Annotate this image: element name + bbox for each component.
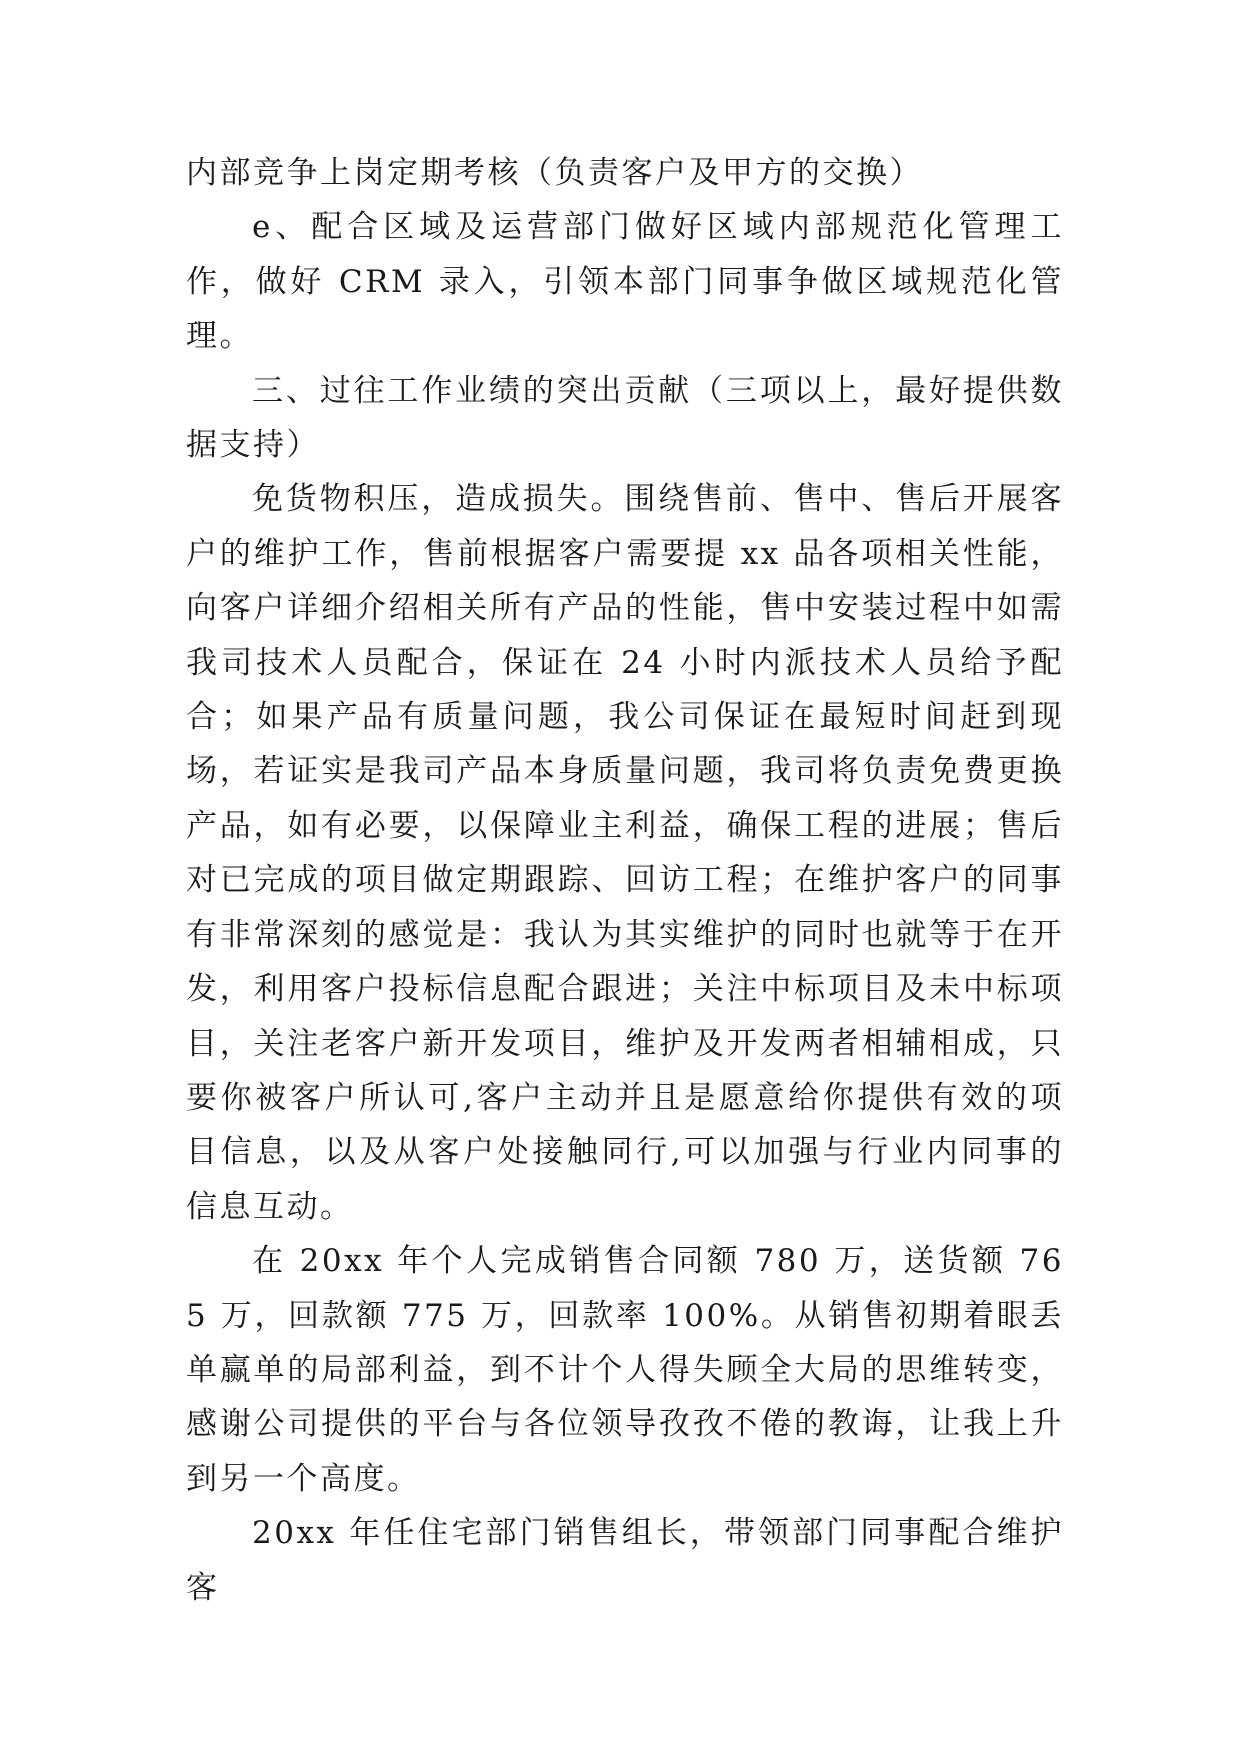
paragraph-customer-maintenance: 免货物积压，造成损失。围绕售前、售中、售后开展客户的维护工作，售前根据客户需要提 xx 品各项相关性能，向客户详细介绍相关所有产品的性能，售中安装过程中如需我司技术人员配合，保证在 24 小时内派技术人员给予配合；如果产品有质量问题，我公司保证在最短时间赶到现场，若证实是我司产品本身质量问题，我司将负责免费更换产品，如有必要，以保障业主利益，确保工程的进展；售后对已完成的项目做定期跟踪、回访工程；在维护客户的同事有非常深刻的感觉是：我认为其实维护的同时也就等于在开发，利用客户投标信息配合跟进；关注中标项目及未中标项目，关注老客户新开发项目，维护及开发两者相辅相成，只要你被客户所认可,客户主动并且是愿意给你提供有效的项目信息，以及从客户处接触同行,可以加强与行业内同事的信息互动。 xyxy=(186,481,1064,1225)
paragraph-team-leader: 20xx 年任住宅部门销售组长，带领部门同事配合维护客 xyxy=(186,1515,1064,1606)
document-body xyxy=(186,146,1064,1615)
section-heading-achievements: 三、过往工作业绩的突出贡献（三项以上，最好提供数据支持） xyxy=(186,372,1064,464)
paragraph-competition: 内部竞争上岗定期考核（负责客户及甲方的交换） xyxy=(186,155,923,191)
paragraph-item-e: e、配合区域及运营部门做好区域内部规范化管理工作，做好 CRM 录入，引领本部门同事争做区域规范化管理。 xyxy=(186,209,1064,355)
paragraph-sales-results: 在 20xx 年个人完成销售合同额 780 万，送货额 765 万，回款额 775 万，回款率 100%。从销售初期着眼丢单赢单的局部利益，到不计个人得失顾全大局的思维转变，感谢公司提供的平台与各位领导孜孜不倦的教诲，让我上升到另一个高度。 xyxy=(186,1243,1064,1497)
